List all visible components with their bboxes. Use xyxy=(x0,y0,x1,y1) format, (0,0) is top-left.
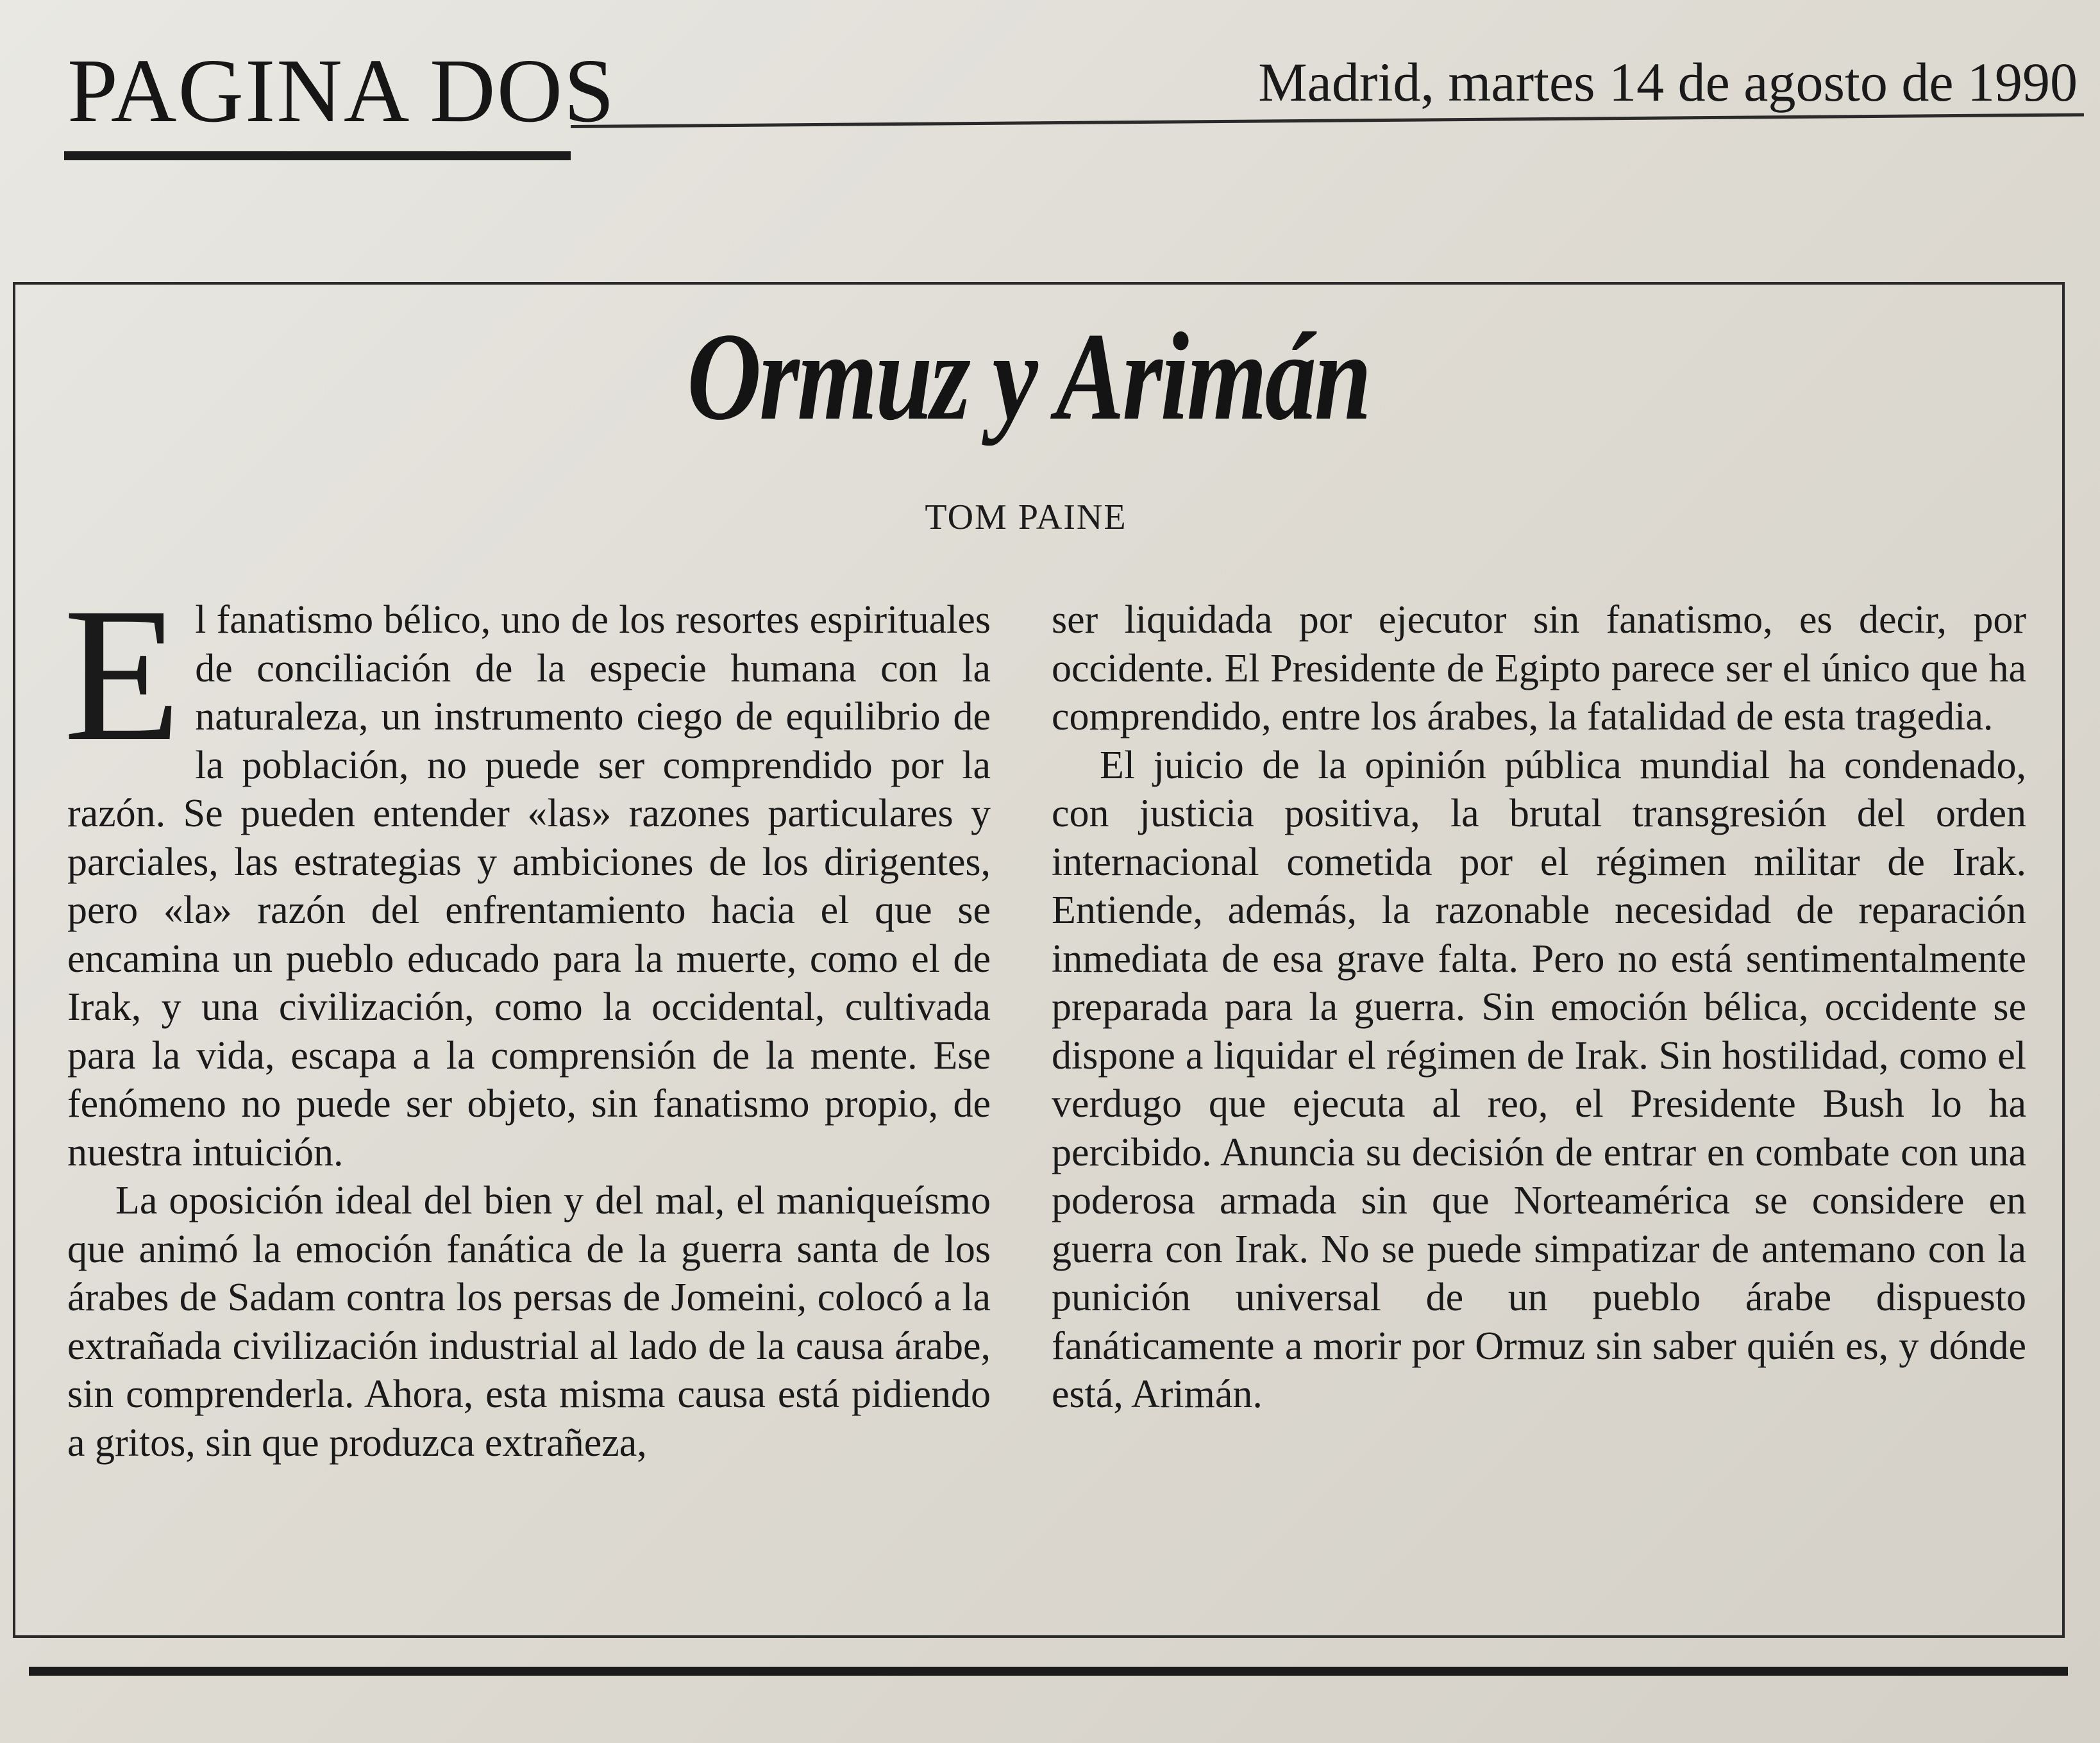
dateline: Madrid, martes 14 de agosto de 1990 xyxy=(1258,51,2078,113)
paragraph-2: La oposición ideal del bien y del mal, el maniqueísmo que animó la emoción fanática de la guerra santa de los árabes de Sadam contra los persas de Jomeini, colocó a la extrañada civilización industrial al lado de la causa árabe, sin comprenderla. Ahora, esta misma causa está pidiendo a gritos, sin que produzca extrañeza, xyxy=(67,1179,991,1465)
article-column-left xyxy=(63,568,991,1467)
article-column-right xyxy=(1052,596,2026,1419)
paragraph-3: El juicio de la opinión pública mundial ha condenado, con justicia positiva, la brutal transgresión del orden internacional cometida por el régimen militar de Irak. Entiende, además, la razonable necesidad de reparación inmediata de esa grave falta. Pero no está sentimentalmente preparada para la guerra. Sin emoción bélica, occidente se dispone a liquidar el régimen de Irak. Sin hostilidad, como el verdugo que ejecuta al reo, el Presidente Bush lo ha percibido. Anuncia su decisión de entrar en combate con una poderosa armada sin que Norteamérica se considere en guerra con Irak. No se puede simpatizar de antemano con la punición universal de un pueblo árabe dispuesto fanáticamente a morir por Ormuz sin saber quién es, y dónde está, Arimán. xyxy=(1052,743,2026,1416)
article-byline: TOM PAINE xyxy=(925,497,1127,537)
section-underline xyxy=(64,151,571,160)
paragraph-1 xyxy=(63,568,991,1177)
drop-cap: E xyxy=(63,568,181,781)
paragraph-2-continued: ser liquidada por ejecutor sin fanatismo, es decir, por occidente. El Presidente de Egipto parece ser el único que ha comprendido, entre los árabes, la fatalidad de esta tragedia. xyxy=(1052,598,2026,738)
header-rule xyxy=(571,113,2084,128)
section-title: PAGINA DOS xyxy=(67,40,616,141)
article-headline: Ormuz y Arimán xyxy=(687,307,1370,446)
paragraph-1-text: l fanatismo bélico, uno de los resortes espirituales de conciliación de la especie humana con la naturaleza, un instrumento ciego de equilibrio de la población, no puede ser comprendido por la razón. Se pueden entender «las» razones particulares y parciales, las estrategias y ambiciones de los dirigentes, pero «la» razón del enfrentamiento hacia el que se encamina un pueblo educado para la muerte, como el de Irak, y una civilización, como la occidental, cultivada para la vida, escapa a la comprensión de la mente. Ese fenómeno no puede ser objeto, sin fanatismo propio, de nuestra intuición. xyxy=(67,598,991,1174)
bottom-rule xyxy=(29,1667,2068,1676)
